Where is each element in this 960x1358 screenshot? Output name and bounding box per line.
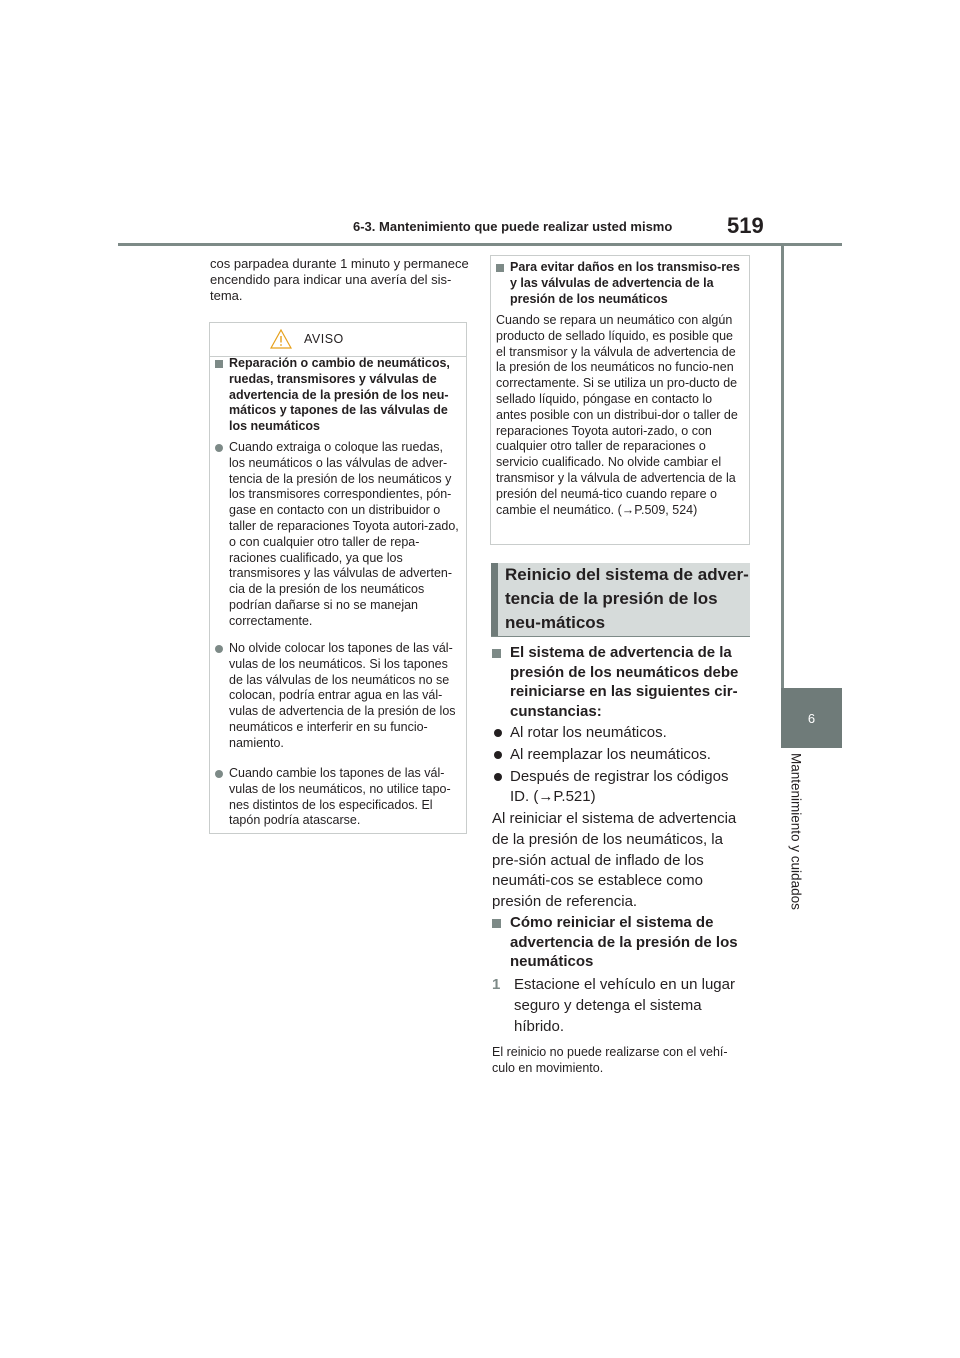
info-text: Cuando se repara un neumático con algún producto de sellado líquido, es posible que el transmisor y la válvula de advertencia de la presión de los neumáticos no funcio-nen correctamente. Si se utiliza un pro-ducto de sellado líquido, póngase en contacto lo antes posible con un distribui-dor o taller de reparaciones Toyota autori-zado, o con cualquier otro taller de reparaciones o servicio cualificado. No olvide cambiar el transmisor y la válvula de advertencia de la presión del neumá-tico cuando repare o cambie el neumático. (→P.509, 524) (496, 313, 738, 517)
dot-bullet-icon (215, 444, 223, 452)
dot-bullet-icon (494, 729, 502, 737)
square-bullet-icon (496, 264, 504, 272)
chapter-label-container (782, 753, 810, 923)
subheading-text: El sistema de advertencia de la presión de los neumáticos debe reiniciarse en las siguientes cir-cunstancias: (510, 644, 739, 720)
square-bullet-icon (492, 919, 501, 928)
warning-bullet (215, 766, 461, 829)
dot-bullet-icon (494, 773, 502, 781)
section-heading (491, 563, 750, 637)
warning-bullet-text: Cuando cambie los tapones de las vál-vulas de los neumáticos, no utilice tapo-nes distintos de los especificados. El tapón podría atascarse. (229, 766, 451, 828)
subheading-circumstances (492, 643, 742, 721)
subheading-text: Cómo reiniciar el sistema de advertencia de la presión de los neumáticos (510, 914, 738, 970)
side-divider (781, 246, 784, 688)
warning-triangle-icon (270, 329, 292, 349)
info-title (496, 260, 746, 307)
list-item (492, 745, 750, 765)
step-1 (492, 974, 750, 1037)
chapter-number: 6 (807, 710, 816, 726)
dot-bullet-icon (494, 751, 502, 759)
list-item-text: Al rotar los neumáticos. (510, 724, 667, 741)
warning-label: AVISO (304, 332, 344, 346)
page-number: 519 (727, 213, 764, 238)
list-item (492, 767, 750, 807)
list-item-text: Después de registrar los códigos ID. (→P.521) (510, 768, 729, 805)
warning-title (215, 356, 461, 435)
section-heading-bar (491, 563, 498, 636)
warning-bullet-text: Cuando extraiga o coloque las ruedas, los neumáticos o las válvulas de adver-tencia de la presión de los neumáticos y los transmisores correspondientes, pón-gase en contacto con un distribuidor o taller de reparaciones Toyota autori-zado, o con cualquier otro taller de repa-raciones cualificado, ya que los transmisores y las válvulas de adverten-cia de la presión de los neumáticos podrían dañarse si no se manejan correctamente. (229, 440, 459, 628)
list-item (492, 723, 750, 743)
dot-bullet-icon (215, 770, 223, 778)
square-bullet-icon (492, 649, 501, 658)
warning-bullet (215, 440, 461, 630)
warning-header (210, 323, 466, 357)
header-section-title: 6-3. Mantenimiento que puede realizar usted mismo (353, 219, 673, 234)
section-heading-text: Reinicio del sistema de adver-tencia de la presión de los neu-máticos (505, 565, 749, 632)
intro-paragraph: cos parpadea durante 1 minuto y permanece encendido para indicar una avería del sis-tema. (210, 256, 469, 303)
warning-title-text: Reparación o cambio de neumáticos, ruedas, transmisores y válvulas de advertencia de la presión de los neu-máticos y tapones de las válvulas de los neumáticos (229, 356, 450, 434)
warning-bullet-text: No olvide colocar los tapones de las vál-vulas de los neumáticos. Si los tapones de las válvulas de los neumáticos no se colocan, podría entrar agua en las vál-vulas de advertencia de la presión de los neumáticos e interferir en su funcio-namiento. (229, 641, 456, 750)
step-text: Estacione el vehículo en un lugar seguro y detenga el sistema híbrido. (514, 976, 735, 1035)
dot-bullet-icon (215, 645, 223, 653)
list-item-text: Al reemplazar los neumáticos. (510, 746, 711, 763)
subheading-how-to-reset (492, 913, 742, 972)
header-divider (118, 243, 842, 246)
info-title-text: Para evitar daños en los transmiso-res y las válvulas de advertencia de la presión de los neumáticos (510, 260, 740, 306)
warning-bullet (215, 641, 461, 752)
chapter-tab (781, 688, 842, 748)
square-bullet-icon (215, 360, 223, 368)
step-number: 1 (492, 976, 501, 993)
chapter-label: Mantenimiento y cuidados (788, 753, 804, 910)
reset-paragraph: Al reiniciar el sistema de advertencia de la presión de los neumáticos, la pre-sión actual de inflado de los neumáti-cos se establece como presión de referencia. (492, 810, 737, 911)
note-text: El reinicio no puede realizarse con el vehí-culo en movimiento. (492, 1045, 728, 1075)
